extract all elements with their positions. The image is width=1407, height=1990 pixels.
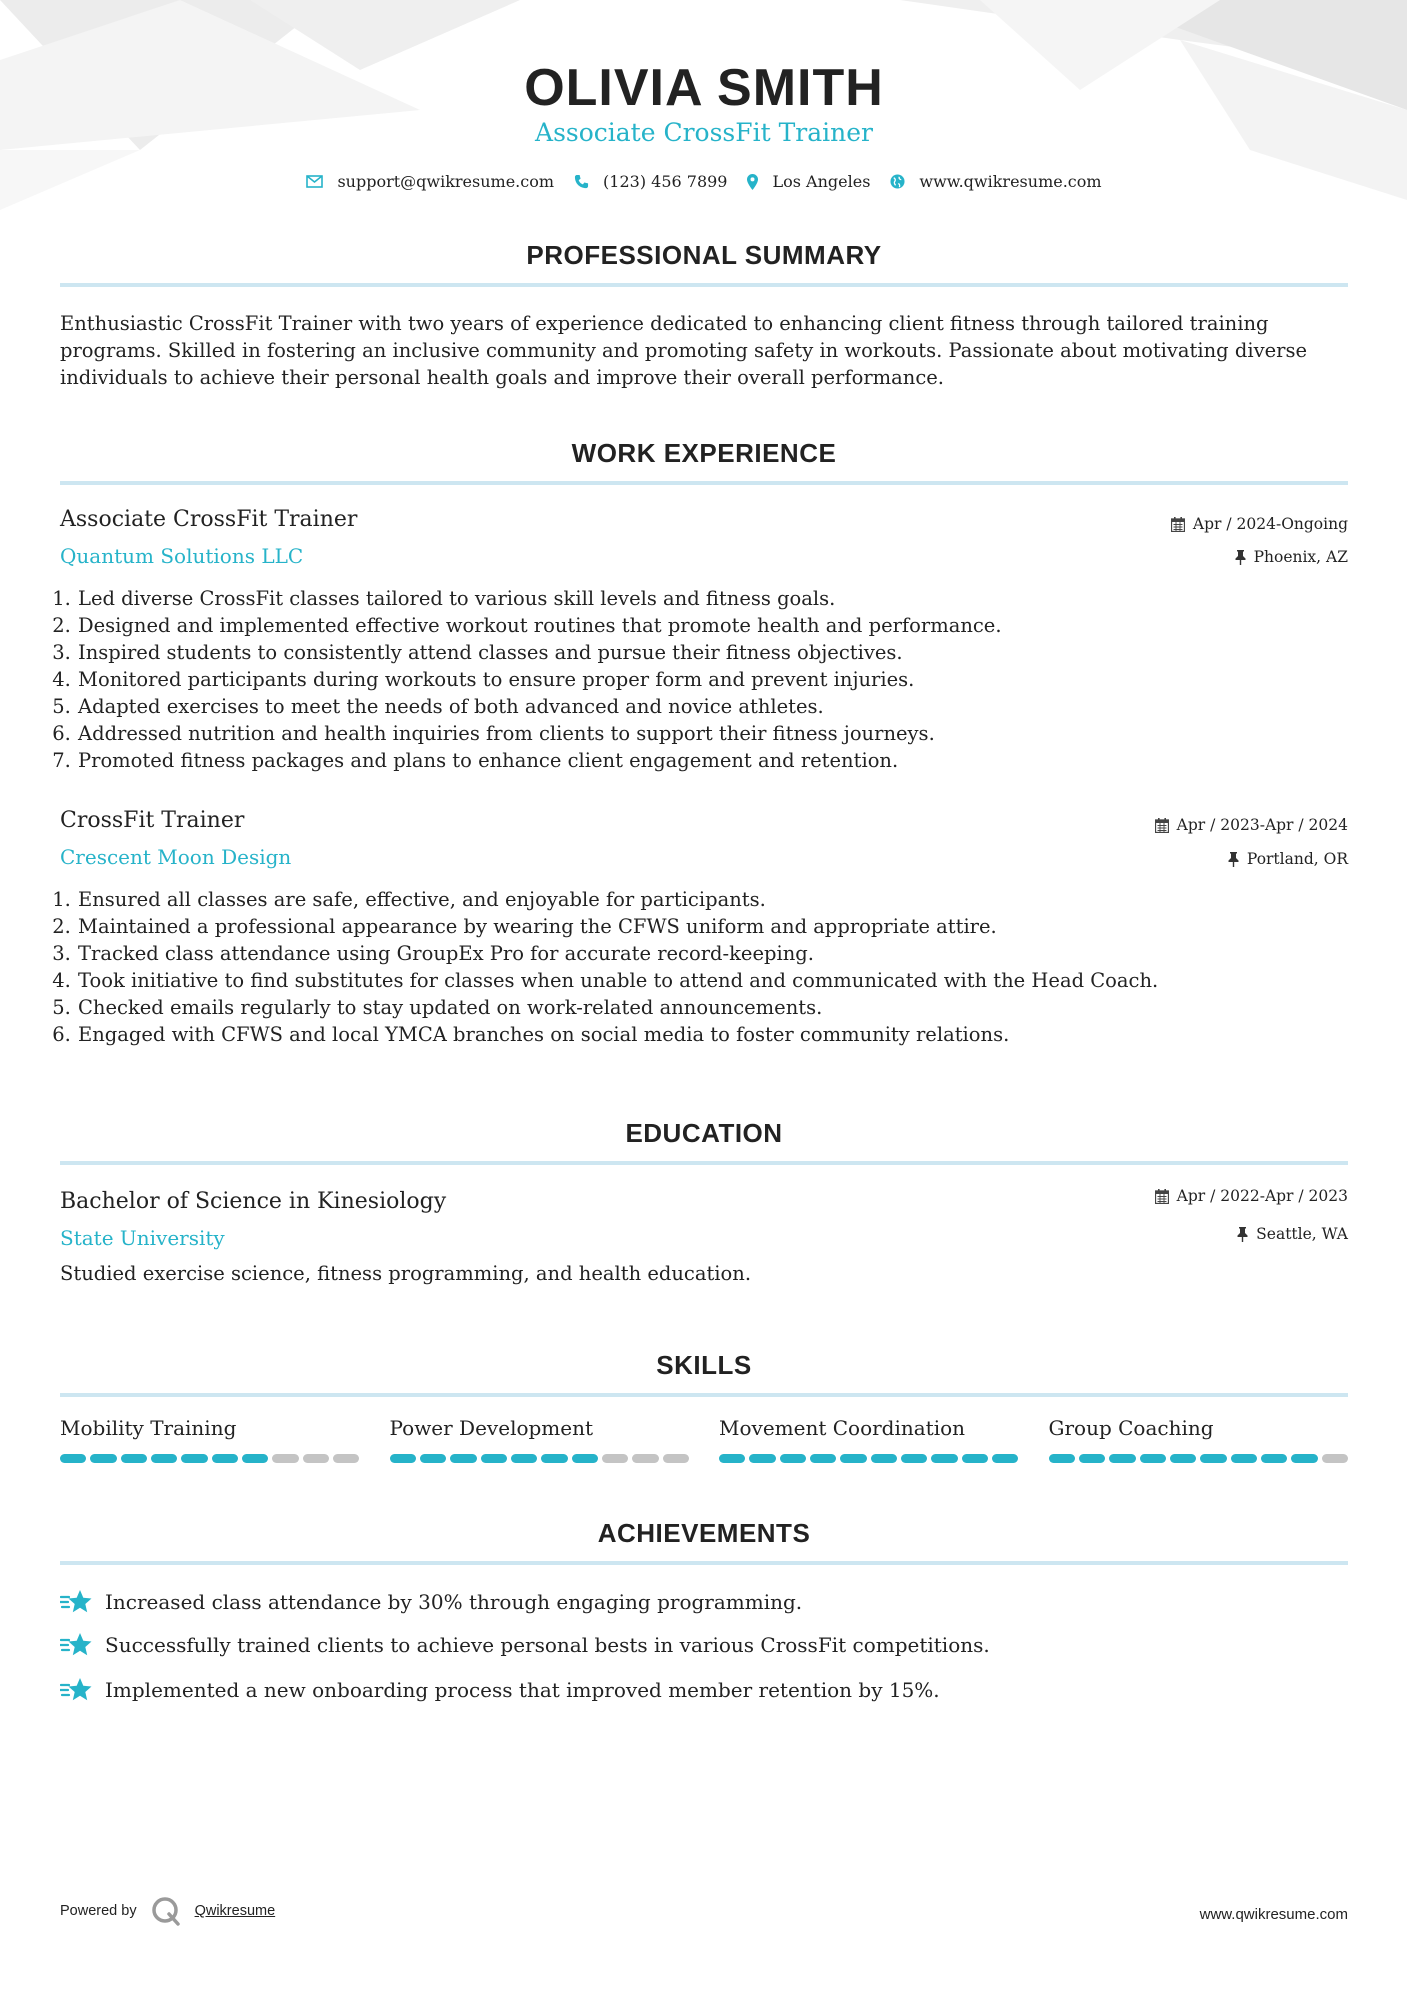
skill-name: Group Coaching (1048, 1416, 1214, 1440)
contact-phone[interactable] (574, 172, 727, 191)
contact-bar (60, 172, 1348, 191)
skill-level-bar (719, 1454, 1019, 1463)
phone-text: (123) 456 7899 (603, 172, 728, 191)
phone-icon (574, 174, 589, 189)
skill-level-segment (90, 1454, 116, 1463)
pushpin-icon (1235, 550, 1246, 565)
skill-level-segment (303, 1454, 329, 1463)
skill-level-segment (242, 1454, 268, 1463)
achievements-divider (60, 1561, 1348, 1565)
list-item: 2. Maintained a professional appearance by wearing the CFWS uniform and appropriate attire. (77, 913, 1365, 940)
website-text: www.qwikresume.com (919, 172, 1102, 191)
skill-name: Movement Coordination (719, 1416, 966, 1440)
calendar-icon (1171, 517, 1185, 532)
education-dates (1155, 1187, 1348, 1205)
skill-level-segment (212, 1454, 238, 1463)
skill-item (390, 1416, 690, 1463)
skills-list (60, 1416, 1348, 1463)
education-description: Studied exercise science, fitness programming, and health education. (60, 1262, 752, 1285)
skill-level-segment (1231, 1454, 1257, 1463)
calendar-icon (1155, 1189, 1169, 1204)
skill-level-segment (749, 1454, 775, 1463)
job-location (1235, 548, 1348, 566)
location-text: Los Angeles (772, 172, 871, 191)
calendar-icon (1155, 818, 1169, 833)
achievement-text: Increased class attendance by 30% through engaging programming. (105, 1590, 803, 1614)
skill-level-segment (572, 1454, 598, 1463)
star-icon (60, 1588, 93, 1616)
list-item: 1. Led diverse CrossFit classes tailored to various skill levels and fitness goals. (77, 585, 1365, 612)
skill-level-segment (1079, 1454, 1105, 1463)
contact-website[interactable] (890, 172, 1101, 191)
education-divider (60, 1161, 1348, 1165)
job-responsibilities (60, 585, 1365, 774)
list-item: 7. Promoted fitness packages and plans to enhance client engagement and retention. (77, 747, 1365, 774)
contact-location (747, 172, 870, 191)
skill-level-segment (60, 1454, 86, 1463)
envelope-icon (306, 175, 323, 188)
job-dates-text: Apr / 2024-Ongoing (1192, 515, 1348, 533)
skill-level-segment (420, 1454, 446, 1463)
list-item: 6. Engaged with CFWS and local YMCA branches on social media to foster community relations. (77, 1021, 1365, 1048)
skill-name: Mobility Training (60, 1416, 237, 1440)
skill-level-segment (1261, 1454, 1287, 1463)
footer-website-link[interactable]: www.qwikresume.com (1199, 1906, 1348, 1923)
skill-level-segment (272, 1454, 298, 1463)
skill-level-segment (663, 1454, 689, 1463)
job-dates (1155, 816, 1348, 834)
summary-heading: PROFESSIONAL SUMMARY (526, 240, 882, 270)
qwikresume-logo-icon (151, 1896, 181, 1926)
map-pin-icon (747, 174, 758, 190)
star-icon (60, 1676, 93, 1704)
skill-level-segment (1291, 1454, 1317, 1463)
powered-by-label: Powered by (60, 1903, 137, 1919)
job-responsibilities (60, 886, 1365, 1048)
skill-level-segment (511, 1454, 537, 1463)
email-text: support@qwikresume.com (337, 172, 555, 191)
skill-level-bar (1049, 1454, 1349, 1463)
list-item: 5. Checked emails regularly to stay updated on work-related announcements. (77, 994, 1365, 1021)
school-name: State University (60, 1226, 225, 1250)
skill-level-segment (181, 1454, 207, 1463)
skill-level-segment (1322, 1454, 1348, 1463)
list-item: 5. Adapted exercises to meet the needs of both advanced and novice athletes. (77, 693, 1365, 720)
skill-item (1049, 1416, 1349, 1463)
skill-level-segment (481, 1454, 507, 1463)
job-location (1228, 850, 1348, 868)
summary-text: Enthusiastic CrossFit Trainer with two years of experience dedicated to enhancing client fitness through tailored training programs. Skilled in fostering an inclusive community and promoting safety in workouts. Passionate about motivating diverse individuals to achieve their personal health goals and improve their overall performance. (60, 312, 1308, 389)
job-location-text: Phoenix, AZ (1253, 548, 1348, 566)
candidate-name: OLIVIA SMITH (524, 59, 884, 117)
job-dates (1171, 515, 1348, 533)
skills-heading: SKILLS (656, 1350, 752, 1380)
skill-level-bar (60, 1454, 360, 1463)
qwikresume-link[interactable]: Qwikresume (194, 1903, 276, 1919)
list-item: 4. Took initiative to find substitutes for classes when unable to attend and communicated with the Head Coach. (77, 967, 1365, 994)
experience-heading: WORK EXPERIENCE (571, 438, 837, 468)
job-title: CrossFit Trainer (60, 808, 245, 833)
skill-level-segment (121, 1454, 147, 1463)
contact-email[interactable] (306, 172, 554, 191)
education-dates-text: Apr / 2022-Apr / 2023 (1176, 1187, 1348, 1205)
experience-divider (60, 481, 1348, 485)
achievement-item (60, 1676, 1348, 1704)
skill-level-segment (541, 1454, 567, 1463)
job-title: Associate CrossFit Trainer (60, 507, 358, 532)
summary-divider (60, 283, 1348, 287)
skill-item (60, 1416, 360, 1463)
pushpin-icon (1237, 1227, 1248, 1242)
skill-level-segment (450, 1454, 476, 1463)
list-item: 4. Monitored participants during workouts to ensure proper form and prevent injuries. (77, 666, 1365, 693)
skill-level-bar (390, 1454, 690, 1463)
skill-level-segment (1170, 1454, 1196, 1463)
skill-level-segment (992, 1454, 1018, 1463)
skill-level-segment (333, 1454, 359, 1463)
achievement-text: Implemented a new onboarding process that improved member retention by 15%. (105, 1678, 940, 1702)
achievement-item (60, 1588, 1348, 1616)
skill-item (719, 1416, 1019, 1463)
skill-level-segment (840, 1454, 866, 1463)
skill-level-segment (1140, 1454, 1166, 1463)
job-location-text: Portland, OR (1246, 850, 1348, 868)
list-item: 3. Inspired students to consistently attend classes and pursue their fitness objectives. (77, 639, 1365, 666)
job-company: Quantum Solutions LLC (60, 544, 304, 568)
skill-level-segment (1200, 1454, 1226, 1463)
star-icon (60, 1631, 93, 1659)
skill-level-segment (719, 1454, 745, 1463)
skill-level-segment (390, 1454, 416, 1463)
list-item: 3. Tracked class attendance using GroupEx Pro for accurate record-keeping. (77, 940, 1365, 967)
skill-level-segment (931, 1454, 957, 1463)
education-heading: EDUCATION (625, 1118, 783, 1148)
achievement-text: Successfully trained clients to achieve personal bests in various CrossFit competitions. (105, 1633, 990, 1657)
list-item: 1. Ensured all classes are safe, effective, and enjoyable for participants. (77, 886, 1365, 913)
skill-level-segment (962, 1454, 988, 1463)
skill-level-segment (901, 1454, 927, 1463)
skills-divider (60, 1393, 1348, 1397)
skill-level-segment (632, 1454, 658, 1463)
skill-level-segment (1109, 1454, 1135, 1463)
job-dates-text: Apr / 2023-Apr / 2024 (1176, 816, 1348, 834)
degree-title: Bachelor of Science in Kinesiology (60, 1189, 447, 1214)
skill-level-segment (810, 1454, 836, 1463)
pushpin-icon (1228, 852, 1239, 867)
globe-icon (890, 174, 905, 189)
education-location (1237, 1225, 1348, 1243)
skill-level-segment (151, 1454, 177, 1463)
skill-level-segment (871, 1454, 897, 1463)
achievement-item (60, 1631, 1348, 1659)
skill-level-segment (602, 1454, 628, 1463)
footer-powered-by (60, 1896, 275, 1926)
skill-level-segment (1049, 1454, 1075, 1463)
candidate-role: Associate CrossFit Trainer (535, 118, 873, 147)
skill-name: Power Development (389, 1416, 594, 1440)
skill-level-segment (780, 1454, 806, 1463)
achievements-heading: ACHIEVEMENTS (597, 1518, 811, 1548)
list-item: 6. Addressed nutrition and health inquiries from clients to support their fitness journeys. (77, 720, 1365, 747)
list-item: 2. Designed and implemented effective workout routines that promote health and performance. (77, 612, 1365, 639)
education-location-text: Seattle, WA (1256, 1225, 1348, 1243)
job-company: Crescent Moon Design (60, 845, 292, 869)
